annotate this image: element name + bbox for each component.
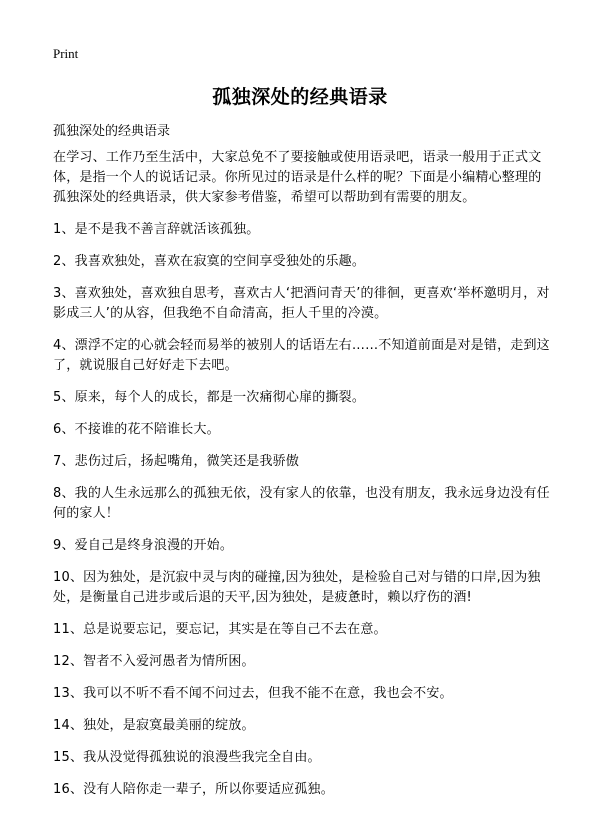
quote-item: 4、漂浮不定的心就会轻而易举的被别人的话语左右……不知道前面是对是错，走到这了，就说服自己好好走下去吧。 [53,338,550,373]
intro-paragraph: 在学习、工作乃至生活中，大家总免不了要接触或使用语录吧，语录一般用于正式文体，是指一个人的说话记录。你所见过的语录是什么样的呢？下面是小编精心整理的孤独深处的经典语录，供大家参考借鉴，希望可以帮助到有需要的朋友。 [53,150,542,205]
page-title: 孤独深处的经典语录 [212,86,388,108]
quote-item: 9、爱自己是终身浪漫的开始。 [53,538,234,553]
quote-item: 10、因为独处，是沉寂中灵与肉的碰撞,因为独处，是检验自己对与错的口岸,因为独处，是衡量自己进步或后退的天平,因为独处，是疲惫时，赖以疗伤的酒! [53,570,541,605]
quote-item: 11、总是说要忘记，要忘记，其实是在等自己不去在意。 [53,622,387,637]
article-body [53,148,553,812]
quote-item: 12、智者不入爱河愚者为情所困。 [53,654,255,669]
quote-item: 7、悲伤过后，扬起嘴角，微笑还是我骄傲 [53,454,300,469]
quote-item: 3、喜欢独处，喜欢独自思考，喜欢古人‘把酒问青天’的徘徊，更喜欢‘举杯邀明月，对影成三人’的从容，但我绝不自命清高，拒人千里的冷漠。 [53,286,550,321]
quote-item: 16、没有人陪你走一辈子，所以你要适应孤独。 [53,782,334,797]
quote-item: 1、是不是我不善言辞就活该孤独。 [53,222,260,237]
quote-item: 6、不接谁的花不陪谁长大。 [53,422,220,437]
quote-item: 5、原来，每个人的成长，都是一次痛彻心扉的撕裂。 [53,390,366,405]
print-link[interactable]: Print [53,46,79,61]
quote-item: 14、独处，是寂寞最美丽的绽放。 [53,718,255,733]
quote-item: 2、我喜欢独处，喜欢在寂寞的空间享受独处的乐趣。 [53,254,366,269]
quote-item: 15、我从没觉得孤独说的浪漫些我完全自由。 [53,750,321,765]
quote-item: 13、我可以不听不看不闻不问过去，但我不能不在意，我也会不安。 [53,686,453,701]
article-subtitle: 孤独深处的经典语录 [53,124,171,139]
quote-item: 8、我的人生永远那么的孤独无依，没有家人的依靠，也没有朋友，我永远身边没有任何的家人！ [53,486,550,521]
